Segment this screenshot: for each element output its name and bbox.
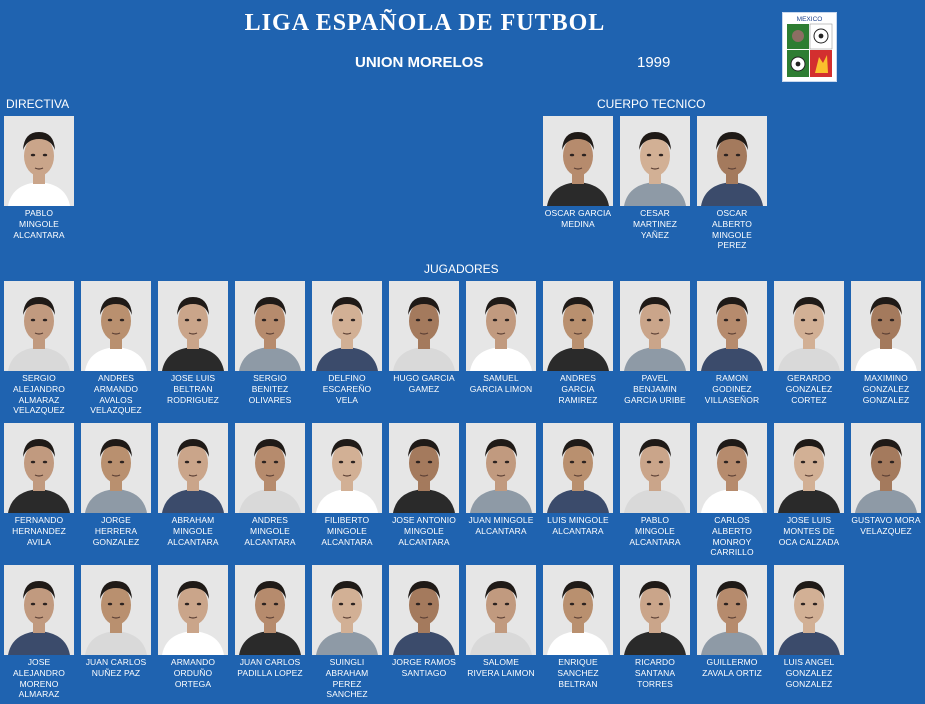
player-photo bbox=[543, 565, 613, 655]
player-card bbox=[312, 565, 382, 700]
player-card bbox=[543, 565, 613, 689]
player-photo bbox=[697, 281, 767, 371]
person-name: PABLO MINGOLE ALCANTARA bbox=[13, 208, 65, 240]
person-name: ARMANDO ORDUÑO ORTEGA bbox=[170, 657, 216, 689]
player-card bbox=[697, 565, 767, 679]
person-name: HUGO GARCIA GAMEZ bbox=[393, 373, 455, 394]
person-name: ANDRES GARCIA RAMIREZ bbox=[558, 373, 598, 405]
player-photo bbox=[543, 423, 613, 513]
player-card bbox=[4, 565, 74, 700]
season-year: 1999 bbox=[637, 54, 671, 71]
player-card bbox=[389, 423, 459, 547]
player-photo bbox=[620, 565, 690, 655]
player-photo bbox=[851, 281, 921, 371]
player-card bbox=[774, 423, 844, 547]
player-photo bbox=[312, 423, 382, 513]
player-card bbox=[158, 281, 228, 405]
staff-card bbox=[620, 116, 690, 240]
crest-label: MEXICO bbox=[796, 16, 823, 23]
team-name: UNION MORELOS bbox=[355, 54, 484, 71]
person-name: JUAN CARLOS PADILLA LOPEZ bbox=[237, 657, 303, 678]
player-photo bbox=[466, 423, 536, 513]
player-card bbox=[697, 423, 767, 558]
player-card bbox=[620, 281, 690, 405]
person-name: OSCAR GARCIA MEDINA bbox=[544, 208, 612, 229]
player-photo bbox=[620, 116, 690, 206]
player-photo bbox=[81, 565, 151, 655]
player-photo bbox=[697, 116, 767, 206]
player-photo bbox=[312, 565, 382, 655]
directiva-card bbox=[4, 116, 74, 240]
player-card bbox=[620, 565, 690, 689]
team-crest bbox=[782, 12, 837, 82]
player-card bbox=[466, 565, 536, 679]
player-photo bbox=[466, 281, 536, 371]
player-card bbox=[312, 281, 382, 405]
person-name: JORGE RAMOS SANTIAGO bbox=[392, 657, 456, 678]
person-name: ANDRES MINGOLE ALCANTARA bbox=[244, 515, 296, 547]
player-photo bbox=[389, 565, 459, 655]
person-name: SUINGLI ABRAHAM PEREZ SANCHEZ bbox=[325, 657, 369, 700]
player-card bbox=[81, 281, 151, 416]
staff-card bbox=[697, 116, 767, 251]
person-name: JOSE LUIS MONTES DE OCA CALZADA bbox=[778, 515, 840, 547]
player-photo bbox=[620, 423, 690, 513]
player-card bbox=[851, 423, 921, 537]
player-card bbox=[81, 565, 151, 679]
player-photo bbox=[774, 565, 844, 655]
player-card bbox=[851, 281, 921, 405]
person-name: JUAN MINGOLE ALCANTARA bbox=[468, 515, 534, 536]
player-photo bbox=[158, 565, 228, 655]
player-photo bbox=[158, 281, 228, 371]
section-directiva: DIRECTIVA bbox=[6, 97, 70, 111]
person-name: PABLO MINGOLE ALCANTARA bbox=[629, 515, 681, 547]
person-name: GUILLERMO ZAVALA ORTIZ bbox=[702, 657, 762, 678]
player-photo bbox=[4, 281, 74, 371]
person-name: JOSE ALEJANDRO MORENO ALMARAZ bbox=[13, 657, 65, 700]
person-name: RAMON GODINEZ VILLASEÑOR bbox=[704, 373, 760, 405]
player-card bbox=[158, 423, 228, 547]
player-card bbox=[697, 281, 767, 405]
person-name: ABRAHAM MINGOLE ALCANTARA bbox=[167, 515, 219, 547]
player-card bbox=[543, 423, 613, 537]
person-name: JUAN CARLOS NUÑEZ PAZ bbox=[85, 657, 147, 678]
player-card bbox=[235, 281, 305, 405]
section-cuerpo-tecnico: CUERPO TECNICO bbox=[597, 97, 706, 111]
player-photo bbox=[4, 116, 74, 206]
player-photo bbox=[851, 423, 921, 513]
person-name: GERARDO GONZALEZ CORTEZ bbox=[785, 373, 833, 405]
person-name: JOSE ANTONIO MINGOLE ALCANTARA bbox=[392, 515, 456, 547]
player-card bbox=[158, 565, 228, 689]
player-card bbox=[466, 281, 536, 395]
person-name: ANDRES ARMANDO AVALOS VELAZQUEZ bbox=[90, 373, 142, 416]
player-card bbox=[620, 423, 690, 547]
person-name: CESAR MARTINEZ YAÑEZ bbox=[632, 208, 678, 240]
player-card bbox=[235, 423, 305, 547]
person-name: OSCAR ALBERTO MINGOLE PEREZ bbox=[711, 208, 753, 251]
player-photo bbox=[774, 423, 844, 513]
section-jugadores: JUGADORES bbox=[424, 262, 499, 276]
player-photo bbox=[774, 281, 844, 371]
person-name: LUIS ANGEL GONZALEZ GONZALEZ bbox=[783, 657, 835, 689]
player-photo bbox=[235, 565, 305, 655]
player-card bbox=[4, 281, 74, 416]
player-card bbox=[4, 423, 74, 547]
player-photo bbox=[4, 565, 74, 655]
person-name: DELFINO ESCAREÑO VELA bbox=[322, 373, 372, 405]
person-name: SALOME RIVERA LAIMON bbox=[467, 657, 535, 678]
player-photo bbox=[4, 423, 74, 513]
player-photo bbox=[620, 281, 690, 371]
player-card bbox=[466, 423, 536, 537]
player-card bbox=[543, 281, 613, 405]
person-name: PAVEL BENJAMIN GARCIA URIBE bbox=[624, 373, 686, 405]
player-card bbox=[235, 565, 305, 679]
person-name: JORGE HERRERA GONZALEZ bbox=[92, 515, 140, 547]
person-name: GUSTAVO MORA VELAZQUEZ bbox=[851, 515, 921, 536]
player-photo bbox=[466, 565, 536, 655]
player-photo bbox=[312, 281, 382, 371]
player-photo bbox=[543, 116, 613, 206]
player-photo bbox=[389, 281, 459, 371]
player-card bbox=[81, 423, 151, 547]
person-name: JOSE LUIS BELTRAN RODRIGUEZ bbox=[167, 373, 219, 405]
person-name: FERNANDO HERNANDEZ AVILA bbox=[12, 515, 66, 547]
person-name: RICARDO SANTANA TORRES bbox=[634, 657, 676, 689]
person-name: SAMUEL GARCIA LIMON bbox=[469, 373, 533, 394]
person-name: ENRIQUE SANCHEZ BELTRAN bbox=[557, 657, 599, 689]
player-photo bbox=[235, 423, 305, 513]
person-name: SERGIO ALEJANDRO ALMARAZ VELAZQUEZ bbox=[13, 373, 65, 416]
player-photo bbox=[81, 281, 151, 371]
player-photo bbox=[81, 423, 151, 513]
player-photo bbox=[697, 423, 767, 513]
crest-icon bbox=[783, 13, 836, 81]
person-name: CARLOS ALBERTO MONROY CARRILLO bbox=[710, 515, 754, 558]
person-name: MAXIMINO GONZALEZ GONZALEZ bbox=[862, 373, 910, 405]
player-card bbox=[389, 281, 459, 395]
page-title: LIGA ESPAÑOLA DE FUTBOL bbox=[244, 10, 606, 36]
player-photo bbox=[158, 423, 228, 513]
player-card bbox=[774, 565, 844, 689]
player-photo bbox=[389, 423, 459, 513]
person-name: FILIBERTO MINGOLE ALCANTARA bbox=[321, 515, 373, 547]
player-photo bbox=[235, 281, 305, 371]
person-name: LUIS MINGOLE ALCANTARA bbox=[547, 515, 609, 536]
player-card bbox=[774, 281, 844, 405]
staff-card bbox=[543, 116, 613, 230]
player-card bbox=[312, 423, 382, 547]
person-name: SERGIO BENITEZ OLIVARES bbox=[248, 373, 292, 405]
player-photo bbox=[543, 281, 613, 371]
player-card bbox=[389, 565, 459, 679]
player-photo bbox=[697, 565, 767, 655]
